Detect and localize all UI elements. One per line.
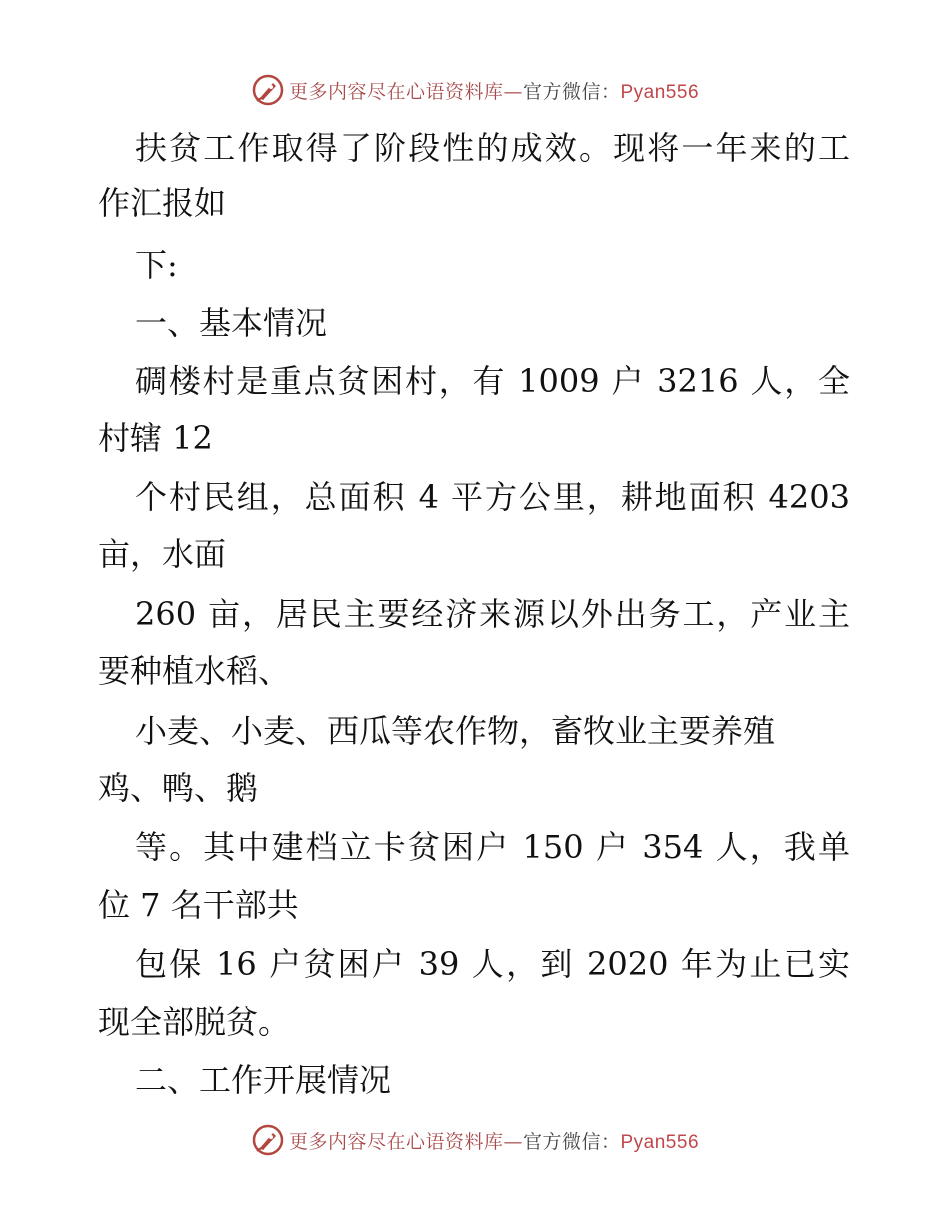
section-heading: 二、工作开展情况 <box>135 1061 392 1099</box>
paragraph-line: 作汇报如 <box>98 184 227 222</box>
paragraph-line: 鸡、鸭、鹅 <box>98 769 259 807</box>
watermark-site-text: 更多内容尽在心语资料库 <box>288 1130 504 1153</box>
watermark-separator: — <box>503 80 523 103</box>
watermark-handle: Pyan556 <box>620 81 700 103</box>
paragraph-line: 个村民组，总面积 4 平方公里，耕地面积 4203 <box>135 478 850 516</box>
footer-watermark <box>0 1120 950 1160</box>
watermark-handle: Pyan556 <box>620 1131 700 1153</box>
paragraph-line: 亩，水面 <box>98 535 227 573</box>
paragraph-line: 小麦、小麦、西瓜等农作物，畜牧业主要养殖 <box>135 712 776 750</box>
paragraph-line: 等。其中建档立卡贫困户 150 户 354 人，我单 <box>135 828 850 866</box>
paragraph-line: 现全部脱贫。 <box>98 1003 291 1041</box>
watermark-official-label: 官方微信： <box>522 80 621 103</box>
section-heading: 一、基本情况 <box>135 304 328 342</box>
paragraph-line: 扶贫工作取得了阶段性的成效。现将一年来的工 <box>135 129 850 167</box>
paragraph-line: 260 亩，居民主要经济来源以外出务工，产业主 <box>135 595 850 633</box>
watermark-text <box>289 77 699 104</box>
watermark-site-text: 更多内容尽在心语资料库 <box>288 80 504 103</box>
paragraph-line: 碉楼村是重点贫困村，有 1009 户 3216 人，全 <box>135 362 850 400</box>
pen-nib-logo-icon <box>251 73 285 107</box>
paragraph-line: 位 7 名干部共 <box>98 886 299 924</box>
header-watermark <box>0 70 950 110</box>
paragraph-line: 要种植水稻、 <box>98 652 291 690</box>
watermark-official-label: 官方微信： <box>522 1130 621 1153</box>
paragraph-line: 村辖 12 <box>98 419 213 457</box>
watermark-separator: — <box>503 1130 523 1153</box>
paragraph-line: 下: <box>135 246 178 284</box>
watermark-text <box>289 1127 699 1154</box>
pen-nib-logo-icon <box>251 1123 285 1157</box>
paragraph-line: 包保 16 户贫困户 39 人，到 2020 年为止已实 <box>135 945 850 983</box>
